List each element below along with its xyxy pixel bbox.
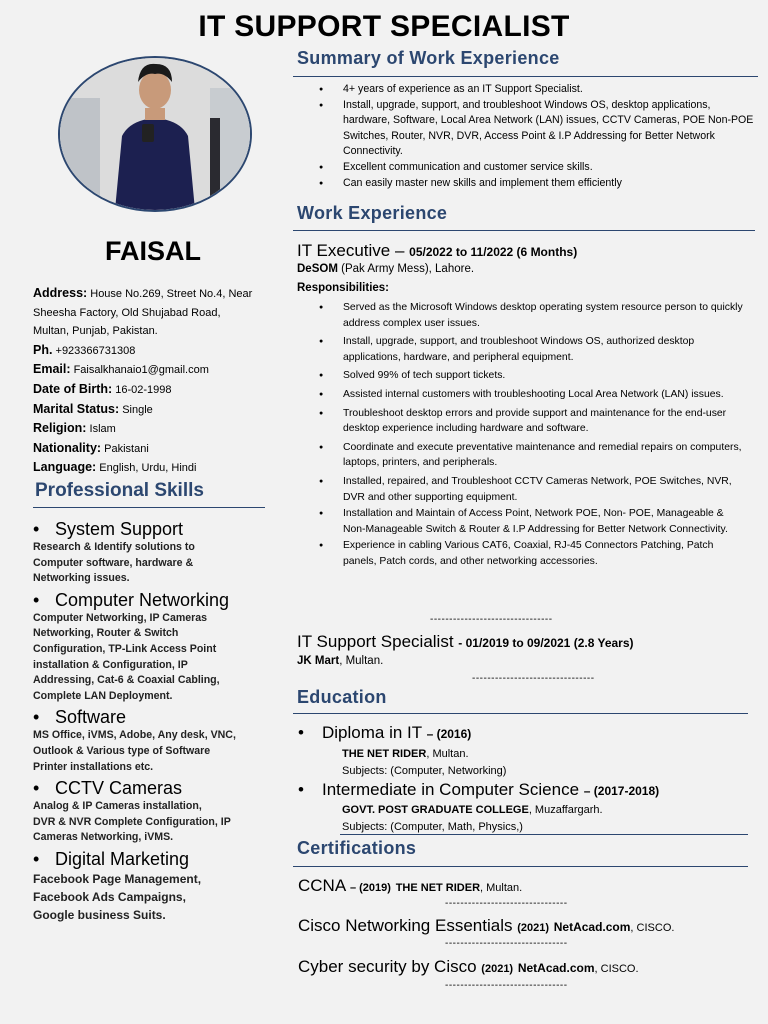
info-row: Email: Faisalkhanaio1@gmail.com <box>33 362 209 377</box>
bullet-icon: • <box>33 589 40 610</box>
certification-item: CCNA – (2019) THE NET RIDER, Multan. <box>298 876 523 895</box>
job-company: DeSOM (Pak Army Mess), Lahore. <box>297 263 475 275</box>
education-heading: Education <box>297 687 387 707</box>
separator: -------------------------------- <box>445 898 568 909</box>
skill-item: • Digital Marketing Facebook Page Management, Facebook Ads Campaigns, Google business Suits. <box>33 848 202 922</box>
skill-item: • Computer Networking Computer Networking, IP Cameras Networking, Router & Switch Configuration, TP-Link Access Point installation & Configuration, IP Addressing, Cat-6 & Coaxial Cabling, Complete LAN Deployment. <box>33 589 230 702</box>
list-item: ● Excellent communication and customer service skills. <box>299 160 754 176</box>
list-item: ● Troubleshoot desktop errors and provide support and maintenance for the end-user desktop experience including hardware and software. <box>299 406 747 437</box>
certification-item: Cyber security by Cisco (2021) NetAcad.com, CISCO. <box>298 957 639 976</box>
divider <box>340 834 748 835</box>
bullet-icon: • <box>298 723 304 742</box>
info-row: Multan, Punjab, Pakistan. <box>33 325 158 338</box>
separator: -------------------------------- <box>472 673 595 684</box>
info-row: Date of Birth: 16-02-1998 <box>33 381 172 396</box>
education-school: GOVT. POST GRADUATE COLLEGE, Muzaffargarh. <box>342 804 603 816</box>
info-row: Sheesha Factory, Old Shujabad Road, <box>33 306 221 319</box>
divider <box>293 76 758 77</box>
list-item: ● Solved 99% of tech support tickets. <box>299 368 747 384</box>
skill-item: • Software MS Office, iVMS, Adobe, Any desk, VNC, Outlook & Various type of Software Printer installations etc. <box>33 707 236 773</box>
list-item: ● Coordinate and execute preventative maintenance and remedial repairs on computers, laptops, printers, and peripherals. <box>299 440 747 471</box>
responsibilities-list <box>299 300 747 570</box>
person-photo-icon <box>60 58 250 210</box>
info-row: Nationality: Pakistani <box>33 440 149 455</box>
list-item: ● Assisted internal customers with troubleshooting Local Area Network (LAN) issues. <box>299 387 747 403</box>
skill-item: • System Support Research & Identify solutions to Computer software, hardware & Networking issues. <box>33 519 195 585</box>
separator: -------------------------------- <box>445 980 568 991</box>
list-item: ● Install, upgrade, support, and troubleshoot Windows OS, desktop applications, hardware, Software, Local Area Network (LAN) issues, CCTV Cameras, POE Non-POE Switches, Router, NVR, DVR, Access Point & I.P Addressing for Better Network Connectivity. <box>299 98 754 160</box>
skill-item: • CCTV Cameras Analog & IP Cameras installation, DVR & NVR Complete Configuration, IP Cameras Networking, iVMS. <box>33 778 231 844</box>
bullet-icon: • <box>33 707 40 728</box>
job-title: IT Support Specialist - 01/2019 to 09/2021 (2.8 Years) <box>297 632 634 651</box>
info-row: Ph. +923366731308 <box>33 342 136 357</box>
job-title: IT Executive – 05/2022 to 11/2022 (6 Months) <box>297 241 578 260</box>
list-item: ● Can easily master new skills and implement them efficiently <box>299 176 754 192</box>
list-item: ● Experience in cabling Various CAT6, Coaxial, RJ-45 Connectors Patching, Patch panels, Patch cords, and other networking accessories. <box>299 538 747 569</box>
certifications-heading: Certifications <box>297 838 417 858</box>
info-row: Address: House No.269, Street No.4, Near <box>33 286 253 300</box>
summary-heading: Summary of Work Experience <box>297 48 560 68</box>
bullet-icon: • <box>298 780 304 799</box>
bullet-icon: • <box>33 848 40 869</box>
list-item: ● Installed, repaired, and Troubleshoot CCTV Cameras Network, POE Switches, NVR, DVR and other supporting equipment. <box>299 474 747 505</box>
skills-heading: Professional Skills <box>35 480 204 501</box>
personal-info <box>33 284 278 478</box>
education-school: THE NET RIDER, Multan. <box>342 748 469 760</box>
list-item: ● Installation and Maintain of Access Point, Network POE, Non- POE, Manageable & Non-Manageable Switch & Router & I.P Addressing for Better Network Connectivity. <box>299 506 747 537</box>
work-heading: Work Experience <box>297 203 448 223</box>
education-subjects: Subjects: (Computer, Networking) <box>342 765 507 777</box>
info-row: Language: English, Urdu, Hindi <box>33 460 197 475</box>
education-subjects: Subjects: (Computer, Math, Physics,) <box>342 821 523 833</box>
info-row: Religion: Islam <box>33 421 116 436</box>
education-item: • Diploma in IT – (2016) <box>298 723 472 742</box>
divider <box>33 507 265 508</box>
list-item: ● Served as the Microsoft Windows desktop operating system resource person to quickly address complex user issues. <box>299 300 747 331</box>
divider <box>293 866 748 867</box>
certification-item: Cisco Networking Essentials (2021) NetAcad.com, CISCO. <box>298 916 675 935</box>
divider <box>293 230 755 231</box>
separator: -------------------------------- <box>430 614 553 625</box>
info-row: Marital Status: Single <box>33 401 153 416</box>
list-item: ● 4+ years of experience as an IT Support Specialist. <box>299 82 754 98</box>
bullet-icon: • <box>33 519 40 539</box>
bullet-icon: • <box>33 778 40 799</box>
summary-list <box>299 82 754 191</box>
responsibilities-label: Responsibilities: <box>297 282 390 294</box>
profile-photo <box>58 56 252 212</box>
candidate-name: FAISAL <box>104 236 201 266</box>
list-item: ● Install, upgrade, support, and troubleshoot Windows OS, authorized desktop applications, hardware, and peripheral equipment. <box>299 334 747 365</box>
page-title: IT SUPPORT SPECIALIST <box>198 10 570 43</box>
job-company: JK Mart, Multan. <box>297 655 384 667</box>
education-item: • Intermediate in Computer Science – (2017-2018) <box>298 780 660 799</box>
divider <box>293 713 748 714</box>
separator: -------------------------------- <box>445 938 568 949</box>
skills-list <box>33 516 273 924</box>
